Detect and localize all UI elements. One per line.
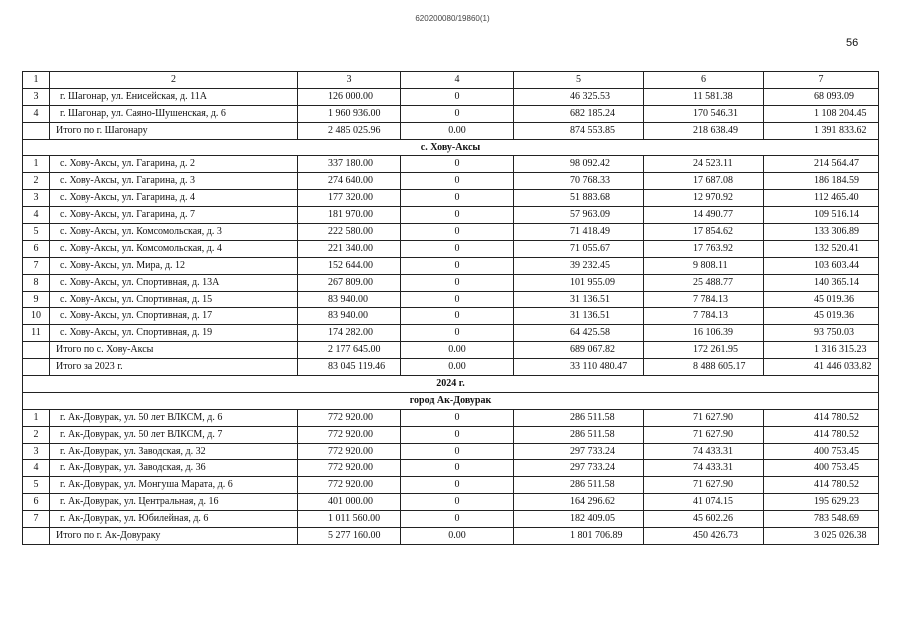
local-budget-cell: 74 433.31 [644, 443, 764, 460]
column-number: 6 [644, 72, 764, 89]
total-cost-cell: 222 580.00 [298, 224, 401, 241]
total-row [23, 342, 879, 359]
section-heading: город Ак-Довурак [23, 392, 879, 409]
local-budget-cell: 12 970.92 [644, 190, 764, 207]
table-row [23, 477, 879, 494]
column-number: 7 [764, 72, 879, 89]
total-cost-cell: 174 282.00 [298, 325, 401, 342]
fund-cell: 0.00 [401, 342, 514, 359]
row-number: 5 [23, 477, 50, 494]
fund-cell: 0.00 [401, 528, 514, 545]
owners-funds-cell: 195 629.23 [764, 494, 879, 511]
row-number [23, 342, 50, 359]
fund-cell: 0.00 [401, 359, 514, 376]
local-budget-cell: 45 602.26 [644, 511, 764, 528]
row-number: 11 [23, 325, 50, 342]
address-cell: с. Хову-Аксы, ул. Гагарина, д. 7 [50, 207, 298, 224]
local-budget-cell: 8 488 605.17 [644, 359, 764, 376]
local-budget-cell: 14 490.77 [644, 207, 764, 224]
republic-budget-cell: 64 425.58 [514, 325, 644, 342]
table-body [23, 72, 879, 545]
local-budget-cell: 71 627.90 [644, 477, 764, 494]
table-row [23, 325, 879, 342]
table-row [23, 224, 879, 241]
table-row [23, 291, 879, 308]
page-number: 56 [846, 37, 859, 49]
section-heading-row [23, 392, 879, 409]
owners-funds-cell: 783 548.69 [764, 511, 879, 528]
row-number: 3 [23, 443, 50, 460]
republic-budget-cell: 874 553.85 [514, 122, 644, 139]
address-cell: Итого по с. Хову-Аксы [50, 342, 298, 359]
row-number: 7 [23, 257, 50, 274]
fund-cell: 0 [401, 207, 514, 224]
row-number: 4 [23, 207, 50, 224]
local-budget-cell: 17 854.62 [644, 224, 764, 241]
table-row [23, 105, 879, 122]
total-cost-cell: 83 940.00 [298, 291, 401, 308]
column-number: 5 [514, 72, 644, 89]
table-row [23, 190, 879, 207]
local-budget-cell: 24 523.11 [644, 156, 764, 173]
address-cell: с. Хову-Аксы, ул. Спортивная, д. 13А [50, 274, 298, 291]
total-cost-cell: 1 960 936.00 [298, 105, 401, 122]
row-number: 7 [23, 511, 50, 528]
repair-cost-table [22, 71, 879, 545]
table-row [23, 443, 879, 460]
owners-funds-cell: 414 780.52 [764, 477, 879, 494]
republic-budget-cell: 286 511.58 [514, 477, 644, 494]
local-budget-cell: 9 808.11 [644, 257, 764, 274]
address-cell: с. Хову-Аксы, ул. Гагарина, д. 3 [50, 173, 298, 190]
owners-funds-cell: 400 753.45 [764, 443, 879, 460]
fund-cell: 0 [401, 511, 514, 528]
owners-funds-cell: 1 316 315.23 [764, 342, 879, 359]
address-cell: Итого по г. Ак-Довураку [50, 528, 298, 545]
republic-budget-cell: 71 418.49 [514, 224, 644, 241]
table-row [23, 494, 879, 511]
owners-funds-cell: 400 753.45 [764, 460, 879, 477]
address-cell: г. Шагонар, ул. Енисейская, д. 11А [50, 88, 298, 105]
address-cell: г. Ак-Довурак, ул. Центральная, д. 16 [50, 494, 298, 511]
fund-cell: 0 [401, 257, 514, 274]
fund-cell: 0 [401, 291, 514, 308]
owners-funds-cell: 45 019.36 [764, 308, 879, 325]
republic-budget-cell: 33 110 480.47 [514, 359, 644, 376]
local-budget-cell: 170 546.31 [644, 105, 764, 122]
owners-funds-cell: 41 446 033.82 [764, 359, 879, 376]
total-cost-cell: 401 000.00 [298, 494, 401, 511]
row-number [23, 359, 50, 376]
column-number: 3 [298, 72, 401, 89]
republic-budget-cell: 286 511.58 [514, 426, 644, 443]
total-cost-cell: 267 809.00 [298, 274, 401, 291]
row-number: 3 [23, 190, 50, 207]
total-cost-cell: 772 920.00 [298, 460, 401, 477]
fund-cell: 0 [401, 409, 514, 426]
owners-funds-cell: 414 780.52 [764, 409, 879, 426]
republic-budget-cell: 57 963.09 [514, 207, 644, 224]
owners-funds-cell: 103 603.44 [764, 257, 879, 274]
fund-cell: 0 [401, 240, 514, 257]
column-number: 2 [50, 72, 298, 89]
fund-cell: 0 [401, 105, 514, 122]
republic-budget-cell: 164 296.62 [514, 494, 644, 511]
fund-cell: 0 [401, 156, 514, 173]
section-heading: с. Хову-Аксы [23, 139, 879, 156]
fund-cell: 0 [401, 308, 514, 325]
address-cell: г. Шагонар, ул. Саяно-Шушенская, д. 6 [50, 105, 298, 122]
owners-funds-cell: 3 025 026.38 [764, 528, 879, 545]
address-cell: с. Хову-Аксы, ул. Спортивная, д. 19 [50, 325, 298, 342]
total-cost-cell: 274 640.00 [298, 173, 401, 190]
total-cost-cell: 5 277 160.00 [298, 528, 401, 545]
section-heading-row [23, 376, 879, 393]
total-cost-cell: 337 180.00 [298, 156, 401, 173]
fund-cell: 0 [401, 325, 514, 342]
fund-cell: 0 [401, 173, 514, 190]
fund-cell: 0 [401, 443, 514, 460]
section-heading: 2024 г. [23, 376, 879, 393]
table-row [23, 511, 879, 528]
local-budget-cell: 450 426.73 [644, 528, 764, 545]
fund-cell: 0 [401, 224, 514, 241]
fund-cell: 0 [401, 274, 514, 291]
row-number: 4 [23, 460, 50, 477]
total-cost-cell: 221 340.00 [298, 240, 401, 257]
total-cost-cell: 181 970.00 [298, 207, 401, 224]
owners-funds-cell: 93 750.03 [764, 325, 879, 342]
total-cost-cell: 177 320.00 [298, 190, 401, 207]
owners-funds-cell: 1 108 204.45 [764, 105, 879, 122]
row-number: 6 [23, 240, 50, 257]
table-row [23, 156, 879, 173]
address-cell: с. Хову-Аксы, ул. Комсомольская, д. 3 [50, 224, 298, 241]
republic-budget-cell: 98 092.42 [514, 156, 644, 173]
table-row [23, 426, 879, 443]
address-cell: г. Ак-Довурак, ул. Заводская, д. 32 [50, 443, 298, 460]
owners-funds-cell: 68 093.09 [764, 88, 879, 105]
row-number: 2 [23, 173, 50, 190]
address-cell: с. Хову-Аксы, ул. Спортивная, д. 15 [50, 291, 298, 308]
address-cell: Итого по г. Шагонару [50, 122, 298, 139]
owners-funds-cell: 186 184.59 [764, 173, 879, 190]
republic-budget-cell: 31 136.51 [514, 291, 644, 308]
address-cell: с. Хову-Аксы, ул. Спортивная, д. 17 [50, 308, 298, 325]
owners-funds-cell: 132 520.41 [764, 240, 879, 257]
table-row [23, 257, 879, 274]
section-heading-row [23, 139, 879, 156]
table-row [23, 88, 879, 105]
owners-funds-cell: 45 019.36 [764, 291, 879, 308]
republic-budget-cell: 182 409.05 [514, 511, 644, 528]
total-cost-cell: 1 011 560.00 [298, 511, 401, 528]
republic-budget-cell: 46 325.53 [514, 88, 644, 105]
republic-budget-cell: 70 768.33 [514, 173, 644, 190]
local-budget-cell: 172 261.95 [644, 342, 764, 359]
table-row [23, 308, 879, 325]
local-budget-cell: 71 627.90 [644, 426, 764, 443]
total-cost-cell: 126 000.00 [298, 88, 401, 105]
owners-funds-cell: 1 391 833.62 [764, 122, 879, 139]
address-cell: с. Хову-Аксы, ул. Гагарина, д. 4 [50, 190, 298, 207]
row-number: 3 [23, 88, 50, 105]
total-cost-cell: 772 920.00 [298, 443, 401, 460]
total-row [23, 122, 879, 139]
address-cell: г. Ак-Довурак, ул. 50 лет ВЛКСМ, д. 7 [50, 426, 298, 443]
row-number: 4 [23, 105, 50, 122]
total-cost-cell: 2 485 025.96 [298, 122, 401, 139]
row-number: 1 [23, 409, 50, 426]
republic-budget-cell: 689 067.82 [514, 342, 644, 359]
table-row [23, 173, 879, 190]
address-cell: г. Ак-Довурак, ул. Юбилейная, д. 6 [50, 511, 298, 528]
table-row [23, 274, 879, 291]
total-cost-cell: 83 940.00 [298, 308, 401, 325]
republic-budget-cell: 71 055.67 [514, 240, 644, 257]
total-cost-cell: 152 644.00 [298, 257, 401, 274]
republic-budget-cell: 31 136.51 [514, 308, 644, 325]
address-cell: г. Ак-Довурак, ул. Заводская, д. 36 [50, 460, 298, 477]
row-number: 8 [23, 274, 50, 291]
row-number: 1 [23, 156, 50, 173]
republic-budget-cell: 1 801 706.89 [514, 528, 644, 545]
republic-budget-cell: 286 511.58 [514, 409, 644, 426]
address-cell: с. Хову-Аксы, ул. Мира, д. 12 [50, 257, 298, 274]
total-cost-cell: 772 920.00 [298, 426, 401, 443]
local-budget-cell: 11 581.38 [644, 88, 764, 105]
total-cost-cell: 772 920.00 [298, 409, 401, 426]
total-cost-cell: 2 177 645.00 [298, 342, 401, 359]
fund-cell: 0 [401, 460, 514, 477]
row-number [23, 122, 50, 139]
republic-budget-cell: 101 955.09 [514, 274, 644, 291]
republic-budget-cell: 39 232.45 [514, 257, 644, 274]
fund-cell: 0 [401, 190, 514, 207]
address-cell: г. Ак-Довурак, ул. Монгуша Марата, д. 6 [50, 477, 298, 494]
fund-cell: 0 [401, 477, 514, 494]
local-budget-cell: 7 784.13 [644, 308, 764, 325]
row-number: 6 [23, 494, 50, 511]
owners-funds-cell: 140 365.14 [764, 274, 879, 291]
row-number: 9 [23, 291, 50, 308]
local-budget-cell: 41 074.15 [644, 494, 764, 511]
republic-budget-cell: 682 185.24 [514, 105, 644, 122]
republic-budget-cell: 51 883.68 [514, 190, 644, 207]
fund-cell: 0 [401, 494, 514, 511]
address-cell: г. Ак-Довурак, ул. 50 лет ВЛКСМ, д. 6 [50, 409, 298, 426]
total-cost-cell: 772 920.00 [298, 477, 401, 494]
fund-cell: 0.00 [401, 122, 514, 139]
table-row [23, 207, 879, 224]
table-row [23, 240, 879, 257]
owners-funds-cell: 112 465.40 [764, 190, 879, 207]
table-row [23, 460, 879, 477]
column-number-row [23, 72, 879, 89]
owners-funds-cell: 133 306.89 [764, 224, 879, 241]
local-budget-cell: 17 687.08 [644, 173, 764, 190]
total-cost-cell: 83 045 119.46 [298, 359, 401, 376]
local-budget-cell: 25 488.77 [644, 274, 764, 291]
address-cell: Итого за 2023 г. [50, 359, 298, 376]
owners-funds-cell: 109 516.14 [764, 207, 879, 224]
row-number: 5 [23, 224, 50, 241]
fund-cell: 0 [401, 426, 514, 443]
total-row [23, 359, 879, 376]
republic-budget-cell: 297 733.24 [514, 460, 644, 477]
row-number: 2 [23, 426, 50, 443]
document-id: 620200080/19860(1) [415, 14, 490, 23]
row-number: 10 [23, 308, 50, 325]
table-row [23, 409, 879, 426]
column-number: 4 [401, 72, 514, 89]
fund-cell: 0 [401, 88, 514, 105]
owners-funds-cell: 414 780.52 [764, 426, 879, 443]
total-row [23, 528, 879, 545]
address-cell: с. Хову-Аксы, ул. Гагарина, д. 2 [50, 156, 298, 173]
address-cell: с. Хову-Аксы, ул. Комсомольская, д. 4 [50, 240, 298, 257]
owners-funds-cell: 214 564.47 [764, 156, 879, 173]
local-budget-cell: 16 106.39 [644, 325, 764, 342]
local-budget-cell: 218 638.49 [644, 122, 764, 139]
republic-budget-cell: 297 733.24 [514, 443, 644, 460]
column-number: 1 [23, 72, 50, 89]
local-budget-cell: 17 763.92 [644, 240, 764, 257]
row-number [23, 528, 50, 545]
local-budget-cell: 71 627.90 [644, 409, 764, 426]
local-budget-cell: 74 433.31 [644, 460, 764, 477]
local-budget-cell: 7 784.13 [644, 291, 764, 308]
